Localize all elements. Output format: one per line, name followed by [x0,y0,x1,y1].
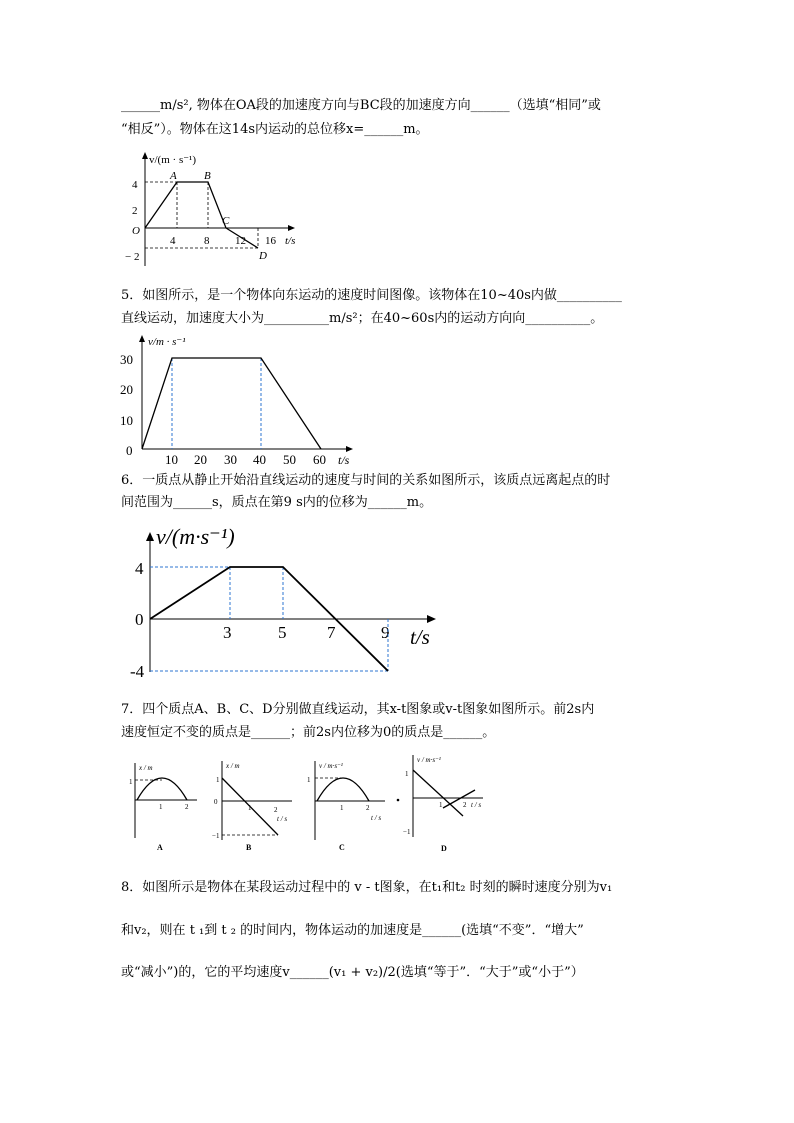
q7a-curve [137,778,187,800]
q7a-letter: A [157,843,163,852]
q5-tick-x40: 40 [253,452,266,467]
q6-tick-y4: 4 [135,559,144,578]
q5-tick-y0: 0 [126,443,133,458]
q6-y-arrow [146,532,154,541]
q7d-tickx2: 2 [463,801,467,809]
q5-tick-x10: 10 [165,452,178,467]
q7a-ylabel: x / m [139,764,153,772]
q5-tick-y10: 10 [120,413,133,428]
q7d-ylabel: v / m·s⁻¹ [417,756,441,764]
q6-tick-x7: 7 [327,623,336,642]
q7d-tickx1: 1 [439,801,443,809]
q8-text-line2: 和v₂，则在 t ₁到 t ₂ 的时间内，物体运动的加速度是______(选填“不变”．“增大” [121,923,584,938]
q6-vt-graph [130,522,450,682]
q4-tick-y4: 4 [132,179,138,191]
q7-text-line2: 速度恒定不变的质点是______；前2s内位移为0的质点是______。 [121,725,496,740]
q7b-tick1: 1 [216,776,220,784]
q5-tick-x20: 20 [194,452,207,467]
q6-tick-x9: 9 [381,623,390,642]
q7-graph-c [303,758,393,853]
q7b-tickm1: −1 [212,832,220,840]
q4-vt-line [145,182,258,248]
q4-tick-x8: 8 [204,235,210,247]
q7-text-line1: 7．四个质点A、B、C、D分别做直线运动，其x-t图象或v-t图象如图所示。前2s内 [121,702,595,717]
q5-text-line1: 5．如图所示，是一个物体向东运动的速度时间图像。该物体在10~40s内做__________ [121,288,622,303]
q6-ylabel: v/(m·s⁻¹) [156,524,235,549]
q7a-tickx2: 2 [185,803,189,811]
q6-x-arrow [427,615,436,623]
q7b-xlabel: t / s [277,815,288,823]
q5-xlabel: t/s [338,453,350,467]
q6-tick-ym4: -4 [130,662,145,681]
q7a-tick1: 1 [129,778,133,786]
q8-text-line1: 8．如图所示是物体在某段运动过程中的 v - t图象，在t₁和t₂ 时刻的瞬时速度分别为v₁ [121,880,613,895]
q4-x-arrow [288,225,295,231]
q4-tick-x4: 4 [170,235,176,247]
q6-xlabel: t/s [410,625,430,649]
q4-tick-x16: 16 [265,235,276,247]
q7b-tick0: 0 [214,798,218,806]
q6-tick-x3: 3 [223,623,232,642]
q4-xlabel: t/s [285,235,296,247]
q4-vt-graph [125,148,305,268]
q5-tick-y30: 30 [120,352,133,367]
q7b-tickx2: 2 [274,806,278,814]
q4-ylabel: v/(m · s⁻¹) [149,154,196,166]
q7c-tickx1: 1 [340,804,344,812]
q7-graph-d [395,752,495,853]
q4-tick-x12: 12 [235,235,246,247]
q5-tick-x50: 50 [283,452,296,467]
q5-vt-line [142,358,321,449]
q6-text-line2: 间范围为______s，质点在第9 s内的位移为______m。 [121,495,433,510]
q7b-letter: B [246,843,252,852]
q7b-ylabel: x / m [226,762,240,770]
q5-ylabel: v/m · s⁻¹ [148,336,186,348]
q7a-tickx1: 1 [159,803,163,811]
q4-y-arrow [142,152,148,159]
q4-text-line2: “相反”）。物体在这14s内运动的总位移x=______m。 [121,122,429,137]
q5-y-arrow [139,335,145,342]
q7c-curve [317,778,369,801]
q5-tick-y20: 20 [120,382,133,397]
q6-text-line1: 6．一质点从静止开始沿直线运动的速度与时间的关系如图所示，该质点远离起点的时 [121,473,611,488]
q7c-xlabel: t / s [371,814,382,822]
q7d-tickm1: −1 [403,828,411,836]
q5-vt-graph [118,333,358,468]
q7d-letter: D [441,844,447,853]
q4-point-b: B [204,170,211,182]
q7b-tickx1: 1 [248,804,252,812]
q7d-xlabel: t / s [471,801,482,809]
q4-text-line1: ______m/s², 物体在OA段的加速度方向与BC段的加速度方向______（选填“相同”或 [121,98,601,113]
q5-x-arrow [346,446,353,452]
q7-graph-b [210,758,300,853]
q7d-tick1: 1 [405,770,409,778]
q6-tick-y0: 0 [135,610,144,629]
q7-graph-a [125,758,205,853]
q5-tick-x30: 30 [224,452,237,467]
q6-tick-x5: 5 [278,623,287,642]
q7d-line1 [413,770,463,816]
q4-origin: O [132,225,140,237]
q4-tick-ym2: − 2 [125,251,140,263]
q7c-tickx2: 2 [366,804,370,812]
q7c-ylabel: v / m·s⁻¹ [319,762,343,770]
q5-text-line2: 直线运动，加速度大小为__________m/s²；在40~60s内的运动方向向__________。 [121,311,604,326]
q7c-tick1: 1 [307,776,311,784]
q4-point-a: A [170,170,177,182]
q7d-dot [397,799,400,802]
q4-point-d: D [259,250,267,262]
q8-text-line3: 或“减小”)的，它的平均速度v______(v₁ + v₂)/2(选填“等于”．“大于”或“小于”） [121,965,584,980]
q4-tick-y2: 2 [132,205,138,217]
q4-point-c: C [222,215,230,227]
q5-tick-x60: 60 [313,452,326,467]
q7c-letter: C [339,843,345,852]
